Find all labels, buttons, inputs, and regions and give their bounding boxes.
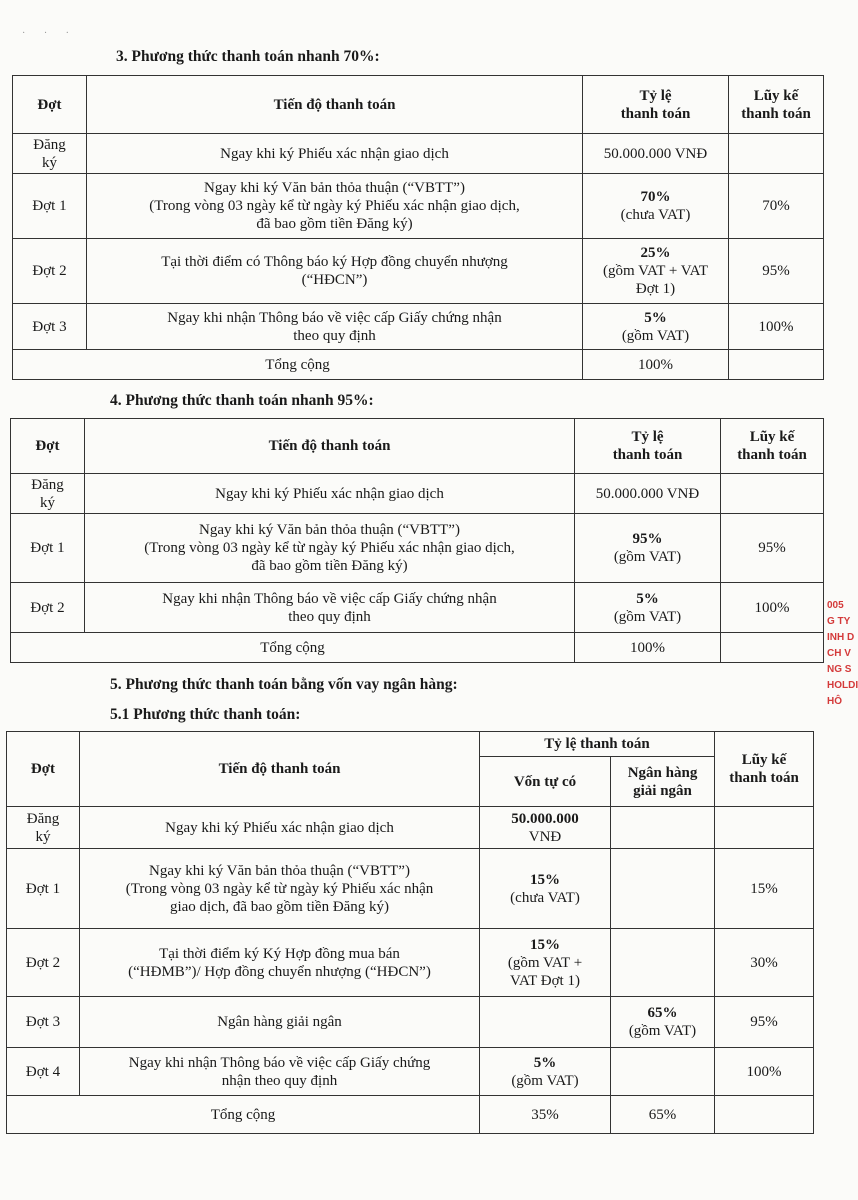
- cell-tien-do: Ngân hàng giải ngân: [80, 997, 480, 1048]
- von-note: (gồm VAT): [511, 1072, 579, 1089]
- table-row: [7, 1048, 814, 1096]
- cell-luy-ke: 15%: [715, 849, 814, 929]
- cell-dot: Đợt 3: [13, 304, 87, 350]
- table-row: [11, 514, 824, 583]
- seal-line: G TY: [827, 616, 851, 627]
- cell-tien-do: Ngay khi ký Phiếu xác nhận giao dịch: [80, 807, 480, 849]
- cell-luy-ke: 30%: [715, 929, 814, 997]
- ty-le-note: (chưa VAT): [620, 207, 691, 223]
- ty-le-value: 25%: [640, 245, 671, 261]
- total-ngan-hang: 65%: [611, 1096, 715, 1134]
- cell-luy-ke: 70%: [729, 174, 824, 239]
- table-header-row: [13, 76, 824, 134]
- cell-von-tu-co: [480, 807, 611, 849]
- cell-dot: Đợt 3: [7, 997, 80, 1048]
- cell-tien-do: Tại thời điểm có Thông báo ký Hợp đồng chuyển nhượng (“HĐCN”): [87, 239, 583, 304]
- total-row: [13, 350, 824, 380]
- von-note: (gồm VAT + VAT Đợt 1): [507, 954, 583, 989]
- cell-luy-ke: 95%: [721, 514, 824, 583]
- col-header-tien-do: Tiến độ thanh toán: [80, 732, 480, 807]
- cell-luy-ke: 95%: [729, 239, 824, 304]
- table-header-row: [11, 419, 824, 474]
- seal-line: HOLDI: [827, 680, 858, 691]
- col-header-ngan-hang: Ngân hàng giải ngân: [611, 757, 715, 807]
- cell-luy-ke: [729, 134, 824, 174]
- cell-luy-ke: 100%: [721, 583, 824, 633]
- von-value: 15%: [530, 936, 560, 953]
- ty-le-note: (gồm VAT): [621, 327, 690, 344]
- cell-dot: Đợt 2: [11, 583, 85, 633]
- col-header-luy-ke: Lũy kế thanh toán: [715, 732, 814, 807]
- col-header-ty-le: Tỷ lệ thanh toán: [575, 419, 721, 474]
- cell-dot: Đăng ký: [13, 134, 87, 174]
- col-header-tien-do: Tiến độ thanh toán: [87, 76, 583, 134]
- cell-ngan-hang: [611, 1048, 715, 1096]
- cell-ty-le: [583, 239, 729, 304]
- table-row: [13, 174, 824, 239]
- total-value: 100%: [575, 633, 721, 663]
- col-header-dot: Đợt: [13, 76, 87, 134]
- cell-ty-le: [575, 514, 721, 583]
- nh-value: 65%: [647, 1005, 678, 1021]
- section-5-1-heading: 5.1 Phương thức thanh toán:: [110, 706, 301, 723]
- total-label: Tổng cộng: [13, 350, 583, 380]
- col-header-von-tu-co: Vốn tự có: [480, 757, 611, 807]
- total-von: 35%: [480, 1096, 611, 1134]
- total-empty: [729, 350, 824, 380]
- cell-tien-do: Ngay khi ký Phiếu xác nhận giao dịch: [87, 134, 583, 174]
- cell-ngan-hang: [611, 849, 715, 929]
- section-4-heading: 4. Phương thức thanh toán nhanh 95%:: [110, 392, 374, 409]
- cell-dot: Đợt 1: [7, 849, 80, 929]
- table-row: [7, 997, 814, 1048]
- payment-table-95: [10, 418, 824, 663]
- ty-le-value: 5%: [644, 309, 667, 326]
- table-row: [11, 474, 824, 514]
- table-row: [7, 807, 814, 849]
- payment-table-bank-loan: [6, 731, 814, 1134]
- nh-note: (gồm VAT): [628, 1023, 697, 1039]
- ty-le-value: 5%: [636, 590, 659, 607]
- total-empty: [721, 633, 824, 663]
- scan-specks: · · ·: [22, 28, 77, 39]
- ty-le-value: 95%: [632, 531, 663, 547]
- table-row: [7, 929, 814, 997]
- table-header-row: [7, 732, 814, 757]
- col-header-dot: Đợt: [7, 732, 80, 807]
- cell-ngan-hang: [611, 997, 715, 1048]
- von-note: (chưa VAT): [510, 889, 580, 906]
- col-header-luy-ke: Lũy kế thanh toán: [729, 76, 824, 134]
- cell-tien-do: Ngay khi nhận Thông báo về việc cấp Giấy chứng nhận theo quy định: [87, 304, 583, 350]
- cell-luy-ke: 95%: [715, 997, 814, 1048]
- company-seal-fragment: [827, 598, 858, 738]
- seal-line: CH V: [827, 648, 851, 659]
- cell-tien-do: Ngay khi ký Văn bản thỏa thuận (“VBTT”) (Trong vòng 03 ngày kể từ ngày ký Phiếu xác nhận giao dịch, đã bao gồm tiền Đăng ký): [80, 849, 480, 929]
- cell-von-tu-co: [480, 1048, 611, 1096]
- table-row: [11, 583, 824, 633]
- von-value: 15%: [530, 871, 560, 888]
- total-empty: [715, 1096, 814, 1134]
- cell-ty-le: [575, 583, 721, 633]
- von-note: VNĐ: [528, 828, 562, 845]
- cell-luy-ke: [721, 474, 824, 514]
- table-row: [13, 134, 824, 174]
- cell-dot: Đợt 2: [7, 929, 80, 997]
- cell-tien-do: Ngay khi nhận Thông báo về việc cấp Giấy chứng nhận theo quy định: [80, 1048, 480, 1096]
- seal-line: NG S: [827, 664, 852, 675]
- ty-le-value: 70%: [640, 189, 671, 205]
- col-header-ty-le: Tỷ lệ thanh toán: [583, 76, 729, 134]
- cell-dot: Đăng ký: [7, 807, 80, 849]
- seal-line: 005: [827, 600, 844, 611]
- table-row: [13, 239, 824, 304]
- col-header-dot: Đợt: [11, 419, 85, 474]
- cell-ty-le: 50.000.000 VNĐ: [583, 134, 729, 174]
- cell-tien-do: Ngay khi ký Văn bản thỏa thuận (“VBTT”) (Trong vòng 03 ngày kể từ ngày ký Phiếu xác nhận giao dịch, đã bao gồm tiền Đăng ký): [85, 514, 575, 583]
- payment-table-70: [12, 75, 824, 380]
- cell-tien-do: Tại thời điểm ký Ký Hợp đồng mua bán (“HĐMB”)/ Hợp đồng chuyển nhượng (“HĐCN”): [80, 929, 480, 997]
- total-label: Tổng cộng: [11, 633, 575, 663]
- ty-le-note: (gồm VAT + VAT Đợt 1): [602, 263, 709, 297]
- von-value: 5%: [533, 1054, 557, 1071]
- cell-luy-ke: [715, 807, 814, 849]
- cell-ngan-hang: [611, 807, 715, 849]
- cell-tien-do: Ngay khi ký Văn bản thỏa thuận (“VBTT”) (Trong vòng 03 ngày kể từ ngày ký Phiếu xác nhận giao dịch, đã bao gồm tiền Đăng ký): [87, 174, 583, 239]
- seal-line: INH D: [827, 632, 855, 643]
- cell-von-tu-co: [480, 929, 611, 997]
- total-label: Tổng cộng: [7, 1096, 480, 1134]
- total-row: [7, 1096, 814, 1134]
- cell-tien-do: Ngay khi ký Phiếu xác nhận giao dịch: [85, 474, 575, 514]
- table-row: [13, 304, 824, 350]
- cell-von-tu-co: [480, 849, 611, 929]
- cell-ngan-hang: [611, 929, 715, 997]
- cell-dot: Đợt 2: [13, 239, 87, 304]
- col-header-luy-ke: Lũy kế thanh toán: [721, 419, 824, 474]
- total-value: 100%: [583, 350, 729, 380]
- cell-dot: Đợt 4: [7, 1048, 80, 1096]
- cell-von-tu-co: [480, 997, 611, 1048]
- col-header-tien-do: Tiến độ thanh toán: [85, 419, 575, 474]
- section-5-heading: 5. Phương thức thanh toán bằng vốn vay ngân hàng:: [110, 676, 458, 693]
- total-row: [11, 633, 824, 663]
- cell-ty-le: 50.000.000 VNĐ: [575, 474, 721, 514]
- cell-luy-ke: 100%: [729, 304, 824, 350]
- section-3-heading: 3. Phương thức thanh toán nhanh 70%:: [116, 48, 380, 65]
- cell-dot: Đợt 1: [13, 174, 87, 239]
- ty-le-note: (gồm VAT): [613, 549, 682, 565]
- cell-dot: Đăng ký: [11, 474, 85, 514]
- cell-dot: Đợt 1: [11, 514, 85, 583]
- cell-ty-le: [583, 174, 729, 239]
- cell-luy-ke: 100%: [715, 1048, 814, 1096]
- ty-le-note: (gồm VAT): [613, 608, 682, 625]
- von-value: 50.000.000: [511, 810, 579, 827]
- table-row: [7, 849, 814, 929]
- seal-line: HÔ: [827, 696, 842, 707]
- col-header-ty-le: Tỷ lệ thanh toán: [480, 732, 715, 757]
- cell-ty-le: [583, 304, 729, 350]
- cell-tien-do: Ngay khi nhận Thông báo về việc cấp Giấy chứng nhận theo quy định: [85, 583, 575, 633]
